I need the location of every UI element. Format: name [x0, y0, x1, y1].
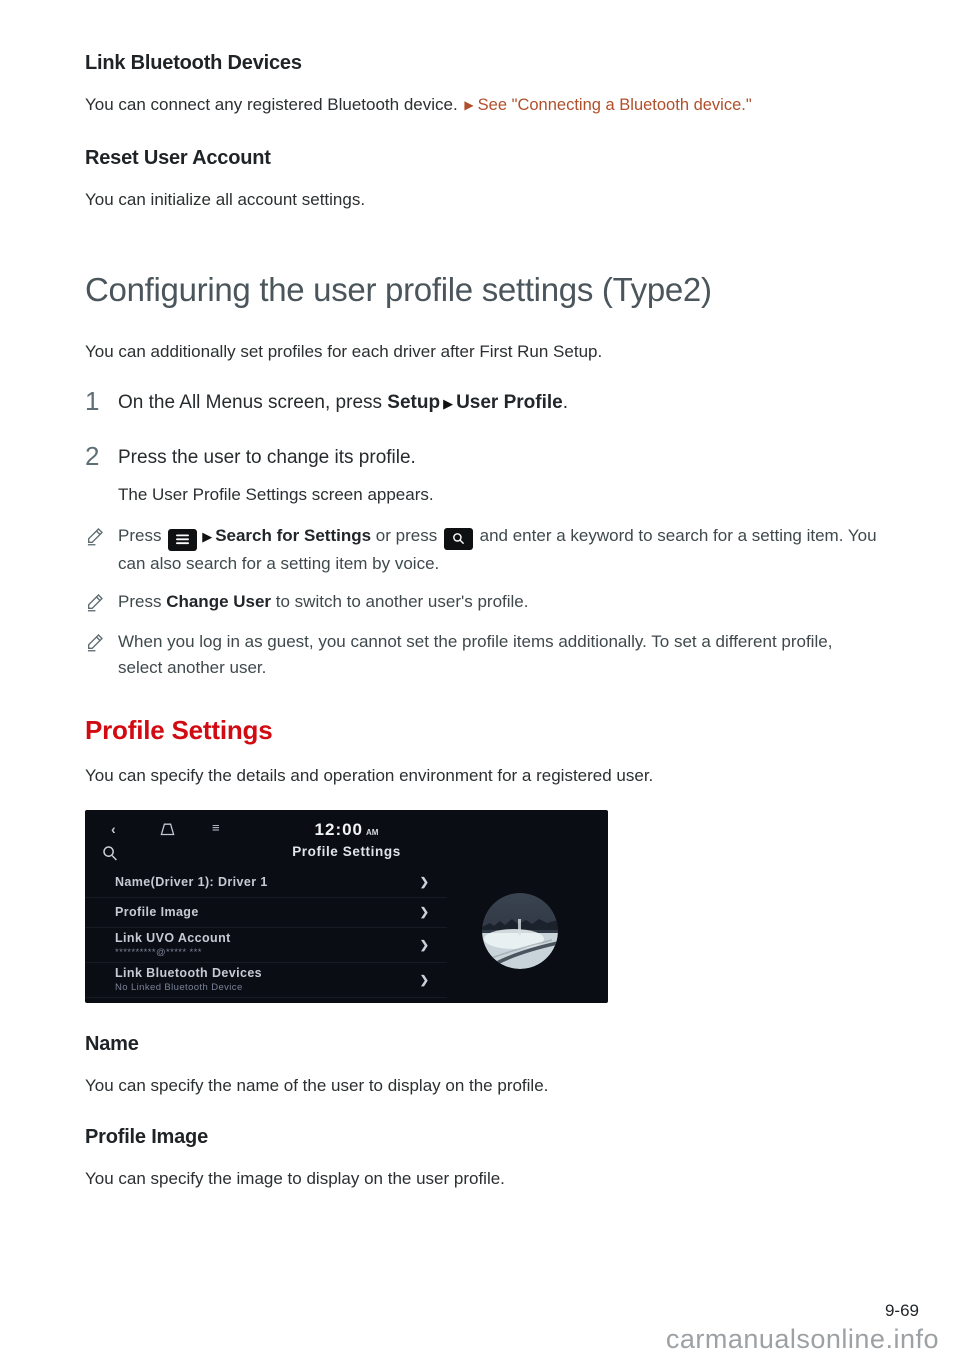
page-number: 9-69 — [884, 1301, 919, 1320]
step-2-result-text: The User Profile Settings screen appears. — [118, 485, 434, 504]
section-heading-link-bluetooth: Link Bluetooth Devices — [85, 52, 302, 74]
step-2-text: Press the user to change its profile. — [118, 447, 416, 468]
step-1-number: 1 — [85, 386, 100, 416]
step-arrow-icon: ▶ — [443, 396, 454, 411]
note-bold-search-for-settings: Search for Settings — [215, 526, 372, 545]
section-body-name: You can specify the name of the user to display on the profile. — [85, 1075, 549, 1095]
chevron-right-icon: ❯ — [419, 876, 429, 889]
search-key-icon — [444, 528, 473, 550]
crossref-link-connecting-bluetooth[interactable] — [462, 96, 751, 114]
list-item-link-bluetooth-devices[interactable]: Link Bluetooth Devices No Linked Bluetooth Device ❯ — [85, 963, 447, 998]
chevron-right-icon: ❯ — [419, 906, 429, 919]
chapter-title: Configuring the user profile settings (Type2) — [85, 271, 712, 308]
body-text: You can connect any registered Bluetooth device. — [85, 95, 458, 114]
settings-list — [85, 868, 447, 998]
watermark: carmanualsonline.info — [665, 1324, 939, 1354]
crossref-arrow-icon: ▶ — [464, 98, 474, 112]
note-bold-change-user: Change User — [166, 591, 272, 611]
note-item-search-settings — [85, 523, 880, 577]
section-body-profile-image: You can specify the image to display on the user profile. — [85, 1168, 505, 1188]
crossref-link-text: See "Connecting a Bluetooth device." — [477, 96, 752, 114]
search-icon[interactable] — [102, 845, 118, 866]
clock-time: 12:00 — [314, 819, 364, 839]
note-item-guest-login — [85, 629, 880, 681]
screenshot-topbar — [85, 820, 608, 842]
note-text: Press Change User to switch to another user's profile. — [118, 591, 529, 611]
step-1-text: On the All Menus screen, press Setup ▶ User Profile. — [118, 392, 569, 413]
notes-list — [85, 523, 880, 681]
menu-icon[interactable]: ≡ — [212, 819, 220, 835]
pencil-note-icon — [85, 589, 118, 617]
note-text: Press ▶ Search for Settings or press and enter a keyword to search for a setting item. You can also search for a setting item by voice. — [118, 526, 877, 573]
chevron-right-icon: ❯ — [419, 939, 429, 951]
infotainment-screenshot — [85, 810, 608, 1003]
list-item-name[interactable]: Name(Driver 1): Driver 1 ❯ — [85, 868, 447, 898]
pencil-note-icon — [85, 629, 118, 657]
list-item-link-uvo-account[interactable]: Link UVO Account **********@***** *** ❯ — [85, 928, 447, 963]
step-1-bold-setup: Setup — [387, 392, 441, 413]
section-heading-name: Name — [85, 1032, 139, 1055]
back-icon[interactable]: ‹ — [111, 820, 116, 837]
note-arrow-icon: ▶ — [202, 529, 213, 544]
step-2-number: 2 — [85, 441, 100, 471]
step-2 — [85, 443, 880, 471]
screenshot-titlebar — [85, 844, 608, 866]
chevron-right-icon: ❯ — [419, 974, 429, 986]
clock-ampm: AM — [366, 827, 379, 837]
step-1 — [85, 388, 880, 417]
note-text: When you log in as guest, you cannot set the profile items additionally. To set a different profile, select another user. — [118, 631, 833, 677]
clock — [85, 820, 608, 840]
note-item-change-user — [85, 589, 880, 617]
menu-key-icon — [168, 529, 197, 551]
screen-title: Profile Settings — [292, 843, 401, 859]
profile-avatar[interactable] — [482, 893, 558, 969]
section-body-link-bluetooth — [85, 92, 880, 119]
list-item-profile-image[interactable]: Profile Image ❯ — [85, 898, 447, 928]
chapter-intro: You can additionally set profiles for each driver after First Run Setup. — [85, 342, 603, 361]
pencil-note-icon — [85, 523, 118, 551]
section-body-reset-account: You can initialize all account settings. — [85, 190, 366, 209]
profile-settings-body: You can specify the details and operation environment for a registered user. — [85, 765, 654, 785]
section-heading-profile-image: Profile Image — [85, 1125, 208, 1148]
step-1-bold-user-profile: User Profile — [456, 392, 563, 413]
section-heading-reset-account: Reset User Account — [85, 147, 271, 169]
profile-settings-heading: Profile Settings — [85, 714, 273, 745]
